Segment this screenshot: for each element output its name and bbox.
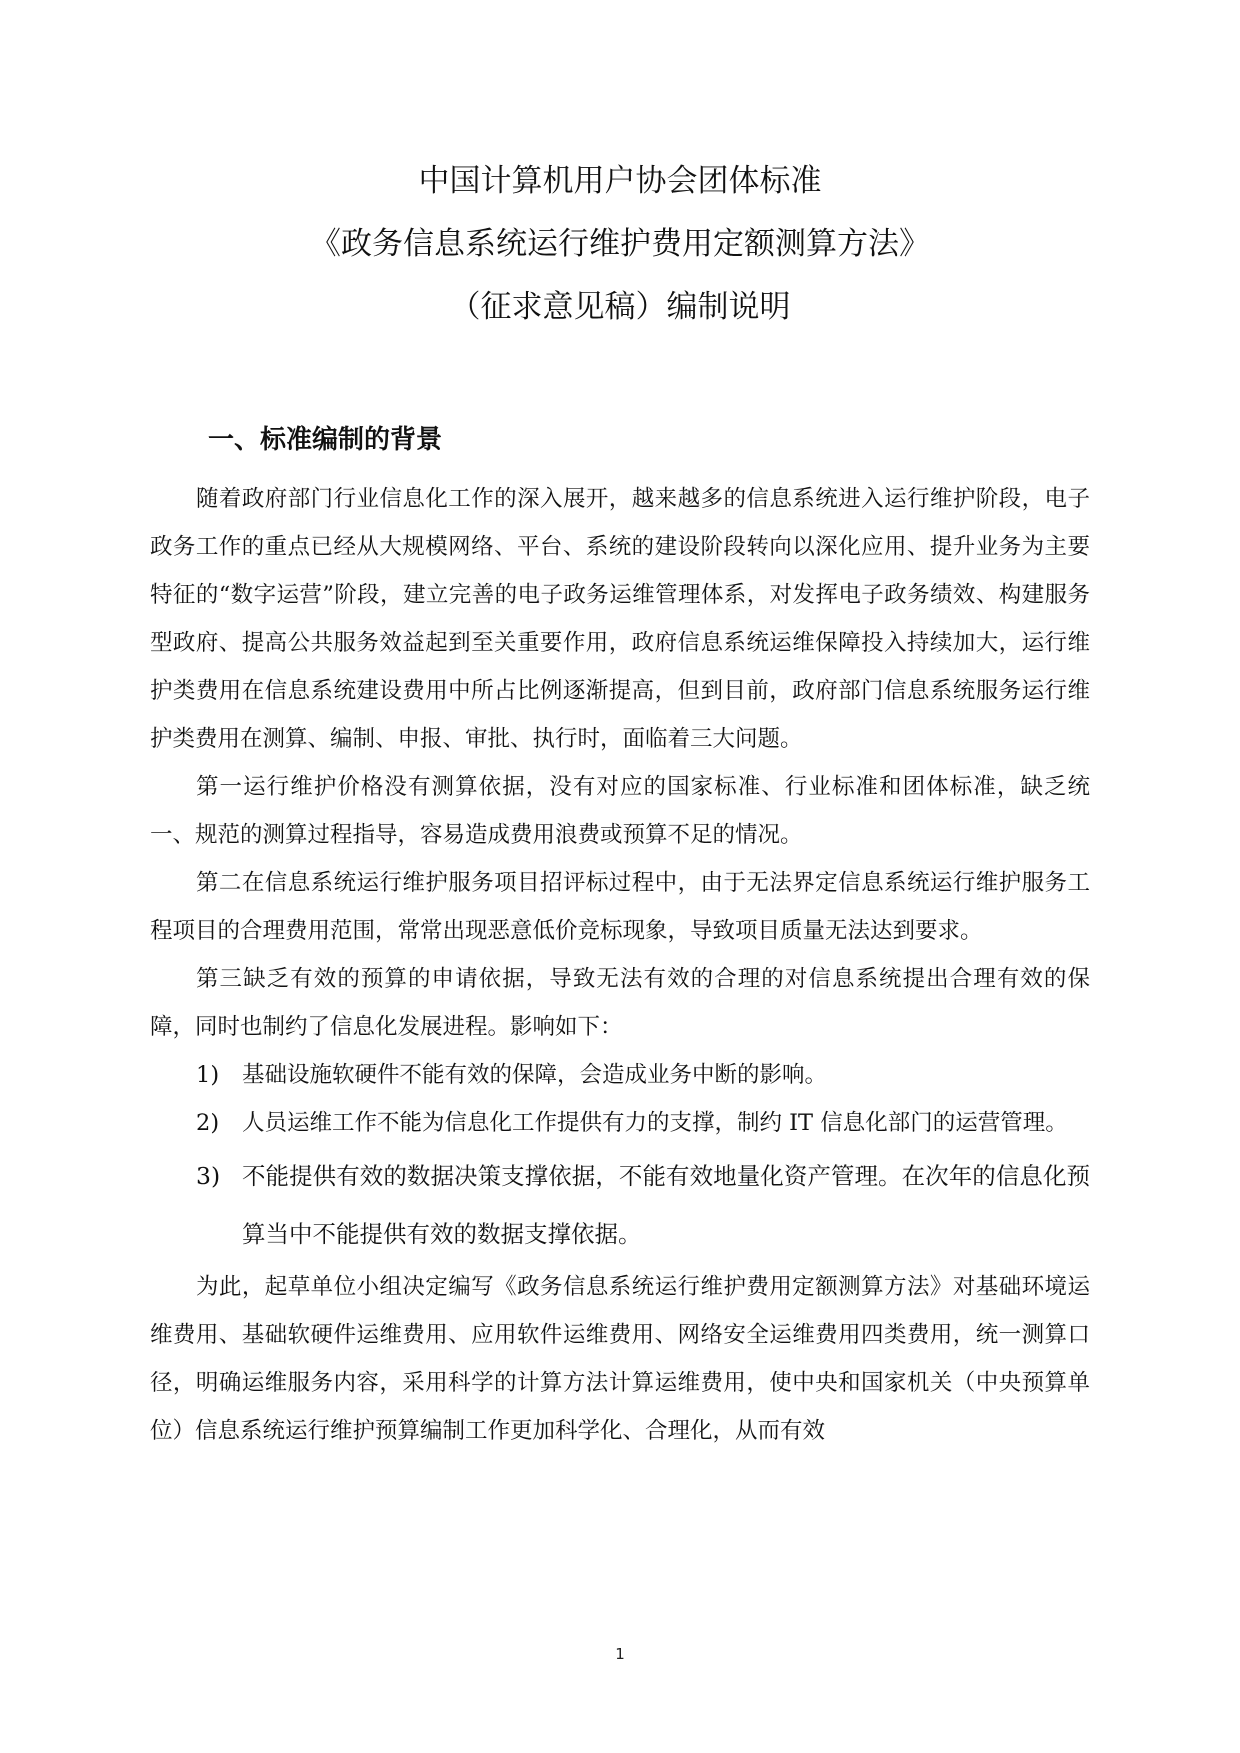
list-item-number: 2) [196, 1110, 220, 1136]
list-item [150, 1051, 1090, 1099]
list-item-number: 3) [196, 1162, 221, 1190]
paragraph-closing: 为此，起草单位小组决定编写《政务信息系统运行维护费用定额测算方法》对基础环境运维费用、基础软硬件运维费用、应用软件运维费用、网络安全运维费用四类费用，统一测算口径，明确运维服务内容，采用科学的计算方法计算运维费用，使中央和国家机关（中央预算单位）信息系统运行维护预算编制工作更加科学化、合理化，从而有效 [150, 1274, 1090, 1444]
paragraph-problem-one: 第一运行维护价格没有测算依据，没有对应的国家标准、行业标准和团体标准，缺乏统一、规范的测算过程指导，容易造成费用浪费或预算不足的情况。 [150, 774, 1090, 848]
paragraph-problem-three: 第三缺乏有效的预算的申请依据，导致无法有效的合理的对信息系统提出合理有效的保障，同时也制约了信息化发展进程。影响如下： [150, 966, 1090, 1040]
paragraph-intro: 随着政府部门行业信息化工作的深入展开，越来越多的信息系统进入运行维护阶段，电子政务工作的重点已经从大规模网络、平台、系统的建设阶段转向以深化应用、提升业务为主要特征的“数字运营”阶段，建立完善的电子政务运维管理体系，对发挥电子政务绩效、构建服务型政府、提高公共服务效益起到至关重要作用，政府信息系统运维保障投入持续加大，运行维护类费用在信息系统建设费用中所占比例逐渐提高，但到目前，政府部门信息系统服务运行维护类费用在测算、编制、申报、审批、执行时，面临着三大问题。 [150, 486, 1090, 752]
section-body [150, 475, 1090, 1455]
list-item-text: 不能提供有效的数据决策支撑依据，不能有效地量化资产管理。在次年的信息化预算当中不能提供有效的数据支撑依据。 [242, 1162, 1090, 1248]
title-line-standard-name: 《政务信息系统运行维护费用定额测算方法》 [310, 226, 930, 262]
document-title [0, 150, 1240, 339]
title-line-organization: 中国计算机用户协会团体标准 [418, 163, 822, 199]
list-item-text: 基础设施软硬件不能有效的保障，会造成业务中断的影响。 [242, 1062, 828, 1088]
page-number: 1 [615, 1645, 625, 1663]
impact-list [150, 1051, 1090, 1263]
list-item [150, 1147, 1090, 1263]
title-line-draft-note: （征求意见稿）编制说明 [449, 289, 791, 325]
section-heading-background: 一、标准编制的背景 [208, 425, 443, 455]
paragraph-problem-two: 第二在信息系统运行维护服务项目招评标过程中，由于无法界定信息系统运行维护服务工程项目的合理费用范围，常常出现恶意低价竞标现象，导致项目质量无法达到要求。 [150, 870, 1090, 944]
list-item [150, 1099, 1090, 1147]
list-item-text: 人员运维工作不能为信息化工作提供有力的支撑，制约 IT 信息化部门的运营管理。 [242, 1110, 1068, 1136]
list-item-number: 1) [196, 1062, 220, 1088]
